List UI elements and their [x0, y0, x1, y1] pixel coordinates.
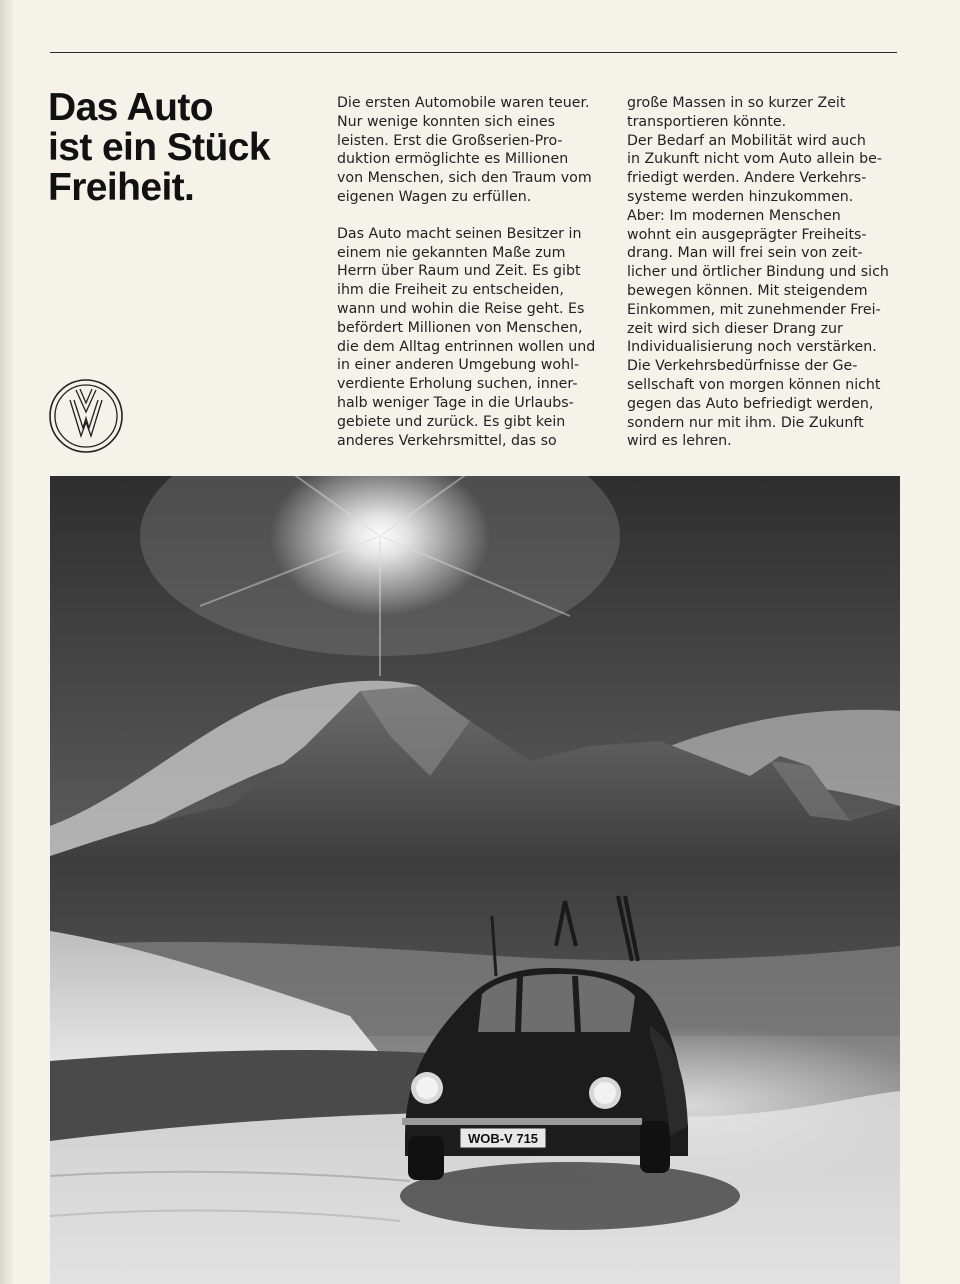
car-shadow — [400, 1162, 740, 1230]
body-column-2 — [627, 94, 907, 451]
headline-line-3: Freiheit. — [48, 166, 195, 209]
top-rule — [50, 52, 897, 53]
body-column-1 — [337, 94, 617, 450]
headline — [48, 88, 308, 208]
license-plate: WOB-V 715 — [467, 1131, 539, 1146]
body-paragraph: Das Auto macht seinen Besitzer in einem nie gekannten Maße zum Herrn über Raum und Zeit. Es gibt ihm die Freiheit zu entscheiden, wann und wohin die Reise geht. Es befördert Millionen von Menschen, die dem Alltag entrinnen wollen und in einer anderen Umgebung wohl- verdiente Erholung suchen, inner- halb weniger Tage in die Urlaubs- gebiete und zurück. Es gibt kein anderes Verkehrsmittel, das so — [337, 225, 596, 449]
headline-line-1: Das Auto — [48, 86, 213, 129]
vw-logo-icon — [48, 378, 124, 454]
body-paragraph: große Massen in so kurzer Zeit transportieren könnte. Der Bedarf an Mobilität wird auch in Zukunft nicht vom Auto allein be- friedigt werden. Andere Verkehrs- systeme werden hinzukommen. Aber: Im modernen Menschen wohnt ein ausgeprägter Freiheits- drang. Man will frei sein von zeit- licher und örtlicher Bindung und sich bewegen können. Mit steigendem Einkommen, mit zunehmender Frei- zeit wird sich dieser Drang zur Individualisierung noch verstärken. Die Verkehrsbedürfnisse der Ge- sellschaft von morgen können nicht gegen das Auto befriedigt werden, sondern nur mit ihm. Die Zukunft wird es lehren. — [627, 95, 889, 450]
body-paragraph: Die ersten Automobile waren teuer. Nur wenige konnten sich eines leisten. Erst die Großserien-Pro- duktion ermöglichte es Millionen von Menschen, sich den Traum vom eigenen Wagen zu erfüllen. — [337, 95, 592, 205]
mountain-road-photo — [50, 476, 900, 1284]
page-edge-shadow — [0, 0, 14, 1284]
headline-line-2: ist ein Stück — [48, 126, 270, 169]
